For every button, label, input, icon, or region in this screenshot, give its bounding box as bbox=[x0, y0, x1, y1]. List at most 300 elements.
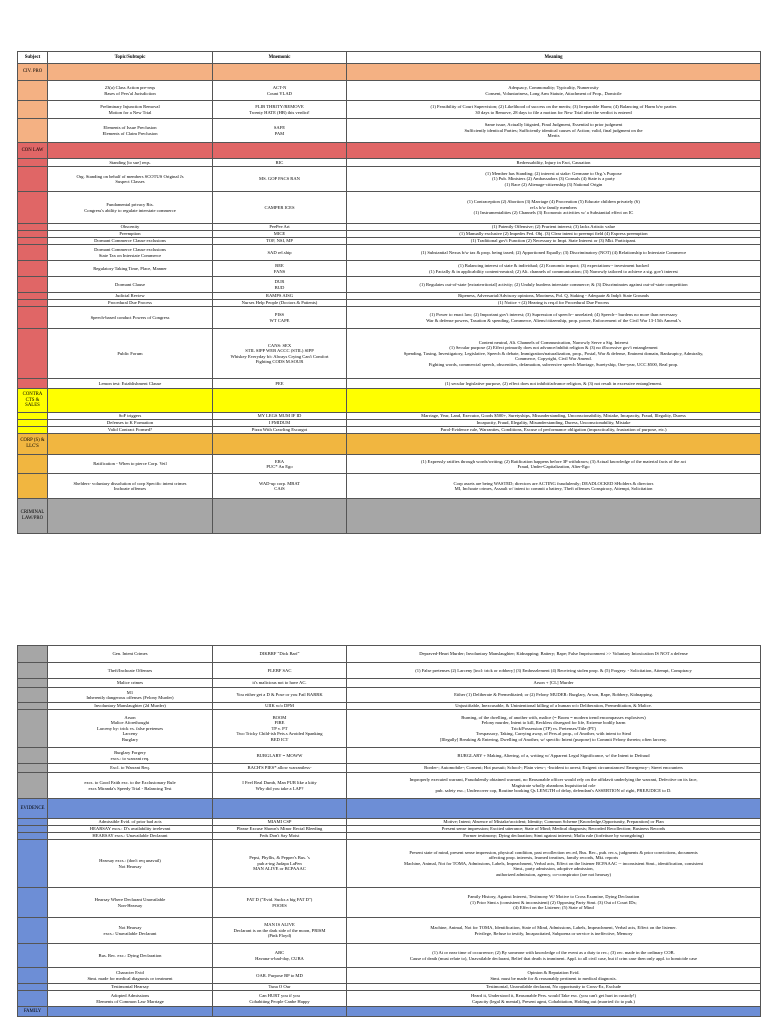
meaning-cell bbox=[347, 261, 761, 277]
topic-line: Arson bbox=[124, 714, 136, 720]
topic-line: Fundamental privacy Rts. bbox=[106, 202, 154, 208]
topic-line: Public Forum bbox=[117, 350, 143, 356]
subject-cell bbox=[18, 991, 48, 1007]
meaning-line: Trick/Possession (TP) vs. Pretenses/Title (PT) bbox=[511, 725, 596, 731]
meaning-cell bbox=[347, 81, 761, 101]
header-meaning: Meaning bbox=[347, 52, 761, 64]
meaning-line: [Illegally] Breaking & Entering, Dwelling of Another, w/ specific Intent (purpose) to Commit Felony therein; often larceny. bbox=[439, 736, 668, 742]
topic-line: excs. to Good Faith exc. to the Exclusionary Rule bbox=[84, 780, 176, 786]
mnemonic-line: BEE bbox=[275, 263, 284, 269]
table-row bbox=[18, 663, 761, 679]
subject-cell: CRIMINAL LAW/PRO bbox=[18, 499, 48, 534]
subject-cell bbox=[18, 379, 48, 389]
topic-cell bbox=[48, 329, 213, 379]
subject-cell: EVIDENCE bbox=[18, 799, 48, 819]
topic-cell bbox=[48, 413, 213, 420]
topic-line: Excl. to Warrant Req. bbox=[110, 765, 150, 771]
meaning-line: Felony murder, Intent to kill, Reckless disregard for life, Extreme bodily harm bbox=[481, 720, 626, 726]
meaning-line: Unjustifiable, Inexcusable, & Unintentional killing of a human w/o Deliberation, Premeditation, & Malice. bbox=[455, 703, 652, 709]
meaning-cell bbox=[347, 688, 761, 703]
meaning-cell bbox=[347, 293, 761, 300]
meaning-cell bbox=[347, 427, 761, 434]
topic-cell bbox=[48, 688, 213, 703]
mnemonic-cell bbox=[213, 413, 347, 420]
mnemonic-cell bbox=[213, 944, 347, 968]
topic-line: Non-Hearsay bbox=[117, 902, 143, 908]
topic-cell bbox=[48, 833, 213, 840]
subject-group-row bbox=[18, 499, 761, 534]
subject-group-row bbox=[18, 143, 761, 159]
mnemonic-line: MY LEGS MUM IF ID bbox=[257, 413, 302, 419]
mnemonic-line: (Pink Floyd) bbox=[267, 933, 292, 939]
mnemonic-line: SAFE bbox=[273, 125, 286, 131]
meaning-line: Adequacy, Commonality; Typicality, Numerosity bbox=[508, 85, 599, 91]
meaning-line: (1) Balancing interest of state & individual; (2) Economic impact; (3) expectations-- investment backed bbox=[458, 263, 649, 269]
meaning-line: BURGLARY + Making, Altering, of a, writing w/ Apparent Legal Significance, w/ the Intent to Defraud bbox=[457, 752, 650, 758]
meaning-cell bbox=[347, 238, 761, 245]
subject-cell bbox=[18, 888, 48, 918]
meaning-line: (1) Patently Offensive; (2) Prurient interest; (3) lacks Artistic value bbox=[491, 224, 616, 230]
meaning-cell bbox=[347, 101, 761, 119]
topic-line: Defenses to K Formation bbox=[106, 420, 154, 426]
meaning-line: Parol-Evidence rule, Warranties, Conditions, Excuse of performance obligation (impracticality, frustration of purpose, etc.) bbox=[440, 427, 667, 433]
topic-cell bbox=[48, 101, 213, 119]
meaning-cell bbox=[347, 143, 761, 159]
meaning-cell bbox=[347, 245, 761, 261]
topic-cell bbox=[48, 474, 213, 499]
topic-line: 23(a) Class Action pre-reqs bbox=[104, 85, 156, 91]
meaning-cell bbox=[347, 968, 761, 984]
topic-cell bbox=[48, 773, 213, 799]
meaning-cell bbox=[347, 918, 761, 944]
topic-line: excs.: to warrant req. bbox=[110, 755, 150, 761]
topic-cell bbox=[48, 984, 213, 991]
mnemonic-line: TP v. PT bbox=[271, 725, 288, 731]
mnemonic-cell bbox=[213, 192, 347, 224]
subject-group-row bbox=[18, 64, 761, 81]
meaning-cell bbox=[347, 991, 761, 1007]
topic-cell bbox=[48, 499, 213, 534]
mnemonic-cell bbox=[213, 119, 347, 143]
meaning-line: Family History, Against Interest, Testimony W/ Motive to Cross Examine, Dying Declaration bbox=[467, 894, 640, 900]
meaning-line: Depraved-Heart Murder; Involuntary Manslaughter; Kidnapping; Battery; Rape; False Imprisonment >> Voluntary Intoxication IS NOT a defense bbox=[419, 651, 688, 657]
table-row bbox=[18, 293, 761, 300]
header-topic: Topic/Subtopic bbox=[48, 52, 213, 64]
topic-line: Elements of Issue Preclusion bbox=[103, 125, 157, 131]
meaning-cell bbox=[347, 167, 761, 192]
meaning-line: (1) False pretenses (2) Larceny [incl: trick or robbery] (3) Embezzlement (4) Receiving stolen prop. & (5) Forgery. - Solicitation, Attempt, Conspiracy bbox=[415, 667, 692, 673]
table-row bbox=[18, 833, 761, 840]
meaning-cell bbox=[347, 307, 761, 329]
subject-cell bbox=[18, 474, 48, 499]
mnemonic-cell bbox=[213, 840, 347, 888]
mnemonic-line: PeePee Art bbox=[269, 224, 290, 230]
mnemonic-cell bbox=[213, 764, 347, 773]
topic-line: HEARSAY excs.: Unavailable Declarant bbox=[92, 833, 168, 839]
subject-cell: CON LAW bbox=[18, 143, 48, 159]
topic-line: Obscenity bbox=[120, 224, 140, 230]
topic-line: Dormant Commerce Clause exclusions bbox=[94, 247, 166, 253]
topic-line: Bases of Pers'al Jurisdiction bbox=[104, 90, 156, 96]
subject-cell bbox=[18, 427, 48, 434]
mnemonic-cell bbox=[213, 646, 347, 663]
topic-line: Larceny by: trick vs. false pretenses bbox=[96, 725, 164, 731]
meaning-cell bbox=[347, 231, 761, 238]
mnemonic-cell bbox=[213, 101, 347, 119]
mnemonic-cell bbox=[213, 991, 347, 1007]
mnemonic-cell bbox=[213, 474, 347, 499]
table-row bbox=[18, 984, 761, 991]
topic-cell bbox=[48, 663, 213, 679]
table-row bbox=[18, 474, 761, 499]
topic-cell bbox=[48, 307, 213, 329]
table-body-page-2 bbox=[18, 646, 761, 1017]
meaning-line: Merits bbox=[547, 133, 560, 139]
topic-line: Judicial Review bbox=[115, 293, 145, 299]
meaning-line: Former testimony; Dying declaration; Stmt against interest; Mafia rule (forfeiture by wrongdoing) bbox=[463, 833, 644, 839]
mnemonic-line: CAfS bbox=[274, 486, 285, 491]
mnemonic-cell bbox=[213, 238, 347, 245]
table-row bbox=[18, 101, 761, 119]
meaning-line: Burning, of the dwelling, of another with, malice (= Boom = modern trend encompasses explosives) bbox=[461, 714, 646, 720]
mnemonic-cell bbox=[213, 1007, 347, 1017]
table-row bbox=[18, 991, 761, 1007]
mnemonic-line: FLIB THRITY/REMOVE bbox=[255, 104, 304, 110]
meaning-cell bbox=[347, 703, 761, 710]
topic-line: Not Hearsay bbox=[118, 863, 142, 869]
mnemonic-line: ERA bbox=[274, 458, 285, 464]
meaning-line: Trespassory, Taking, Carrying away, of Pers.al prop., of Another, with intent to Steal bbox=[475, 731, 632, 737]
mnemonic-line: SAD rel.ship bbox=[267, 249, 292, 255]
mnemonic-cell bbox=[213, 984, 347, 991]
topic-cell bbox=[48, 991, 213, 1007]
mnemonic-cell bbox=[213, 918, 347, 944]
table-body-page-1 bbox=[18, 64, 761, 534]
table-row bbox=[18, 826, 761, 833]
mnemonic-cell bbox=[213, 81, 347, 101]
subject-cell bbox=[18, 231, 48, 238]
subject-cell bbox=[18, 944, 48, 968]
meaning-cell bbox=[347, 159, 761, 167]
subject-cell bbox=[18, 293, 48, 300]
subject-cell: CORP (S) & LLC'S bbox=[18, 434, 48, 455]
table-row bbox=[18, 277, 761, 293]
mnemonic-line: DUR bbox=[274, 279, 285, 285]
mnemonic-line: BED ICT bbox=[270, 736, 289, 742]
mnemonic-cell bbox=[213, 329, 347, 379]
meaning-line: Same issue, Actually litigated, Final Judgment, Essential to prior judgment bbox=[484, 122, 623, 128]
subject-cell bbox=[18, 101, 48, 119]
meaning-cell bbox=[347, 710, 761, 748]
mnemonic-cell bbox=[213, 968, 347, 984]
mnemonic-cell bbox=[213, 826, 347, 833]
mnemonic-cell bbox=[213, 833, 347, 840]
table-row bbox=[18, 307, 761, 329]
meaning-line: (1) Facially & in applicability content-neutral; (2) Alt. channels of communication; (3) Narrowly tailored to achieve a sig. gov't interest bbox=[429, 268, 678, 274]
mnemonic-line: Fighting CODS M.SOUR bbox=[255, 358, 304, 364]
meaning-line: (1) Race (2) Alienage-citizenship (3) National Origin bbox=[504, 181, 603, 187]
topic-cell bbox=[48, 434, 213, 455]
mnemonic-line: FLEBF SAC bbox=[267, 667, 292, 673]
mnemonic-line: Count YLAD bbox=[267, 90, 292, 96]
topic-line: Hearsay excs.: (don't req unavail) bbox=[99, 858, 161, 864]
subject-cell bbox=[18, 663, 48, 679]
meaning-cell bbox=[347, 277, 761, 293]
mnemonic-line: WAD-up corp. MBAT bbox=[259, 480, 300, 486]
meaning-line: Stmt. must be made for & reasonably pertinent to medical diagnosis. bbox=[490, 975, 617, 981]
meaning-line: (1) Instrumentalities (2) Channels (3) Economic activities w/ a Substantial effect on IC bbox=[473, 210, 634, 216]
topic-line: Theft/Inchoate Offenses bbox=[107, 667, 153, 673]
table-row bbox=[18, 300, 761, 307]
topic-cell bbox=[48, 238, 213, 245]
mnemonic-line: Whiskey Everyday b/c Always Crying Can't Comfort bbox=[230, 353, 329, 359]
mnemonic-line: RAMPS AISG bbox=[265, 293, 294, 299]
meaning-cell bbox=[347, 663, 761, 679]
topic-line: Adopted Admissions bbox=[110, 993, 150, 999]
topic-line: Burglary Forgery bbox=[114, 750, 146, 756]
mnemonic-line: BUD bbox=[274, 284, 285, 290]
topic-cell bbox=[48, 192, 213, 224]
topic-cell bbox=[48, 888, 213, 918]
mnemonic-cell bbox=[213, 64, 347, 81]
meaning-cell bbox=[347, 455, 761, 474]
subject-cell bbox=[18, 646, 48, 663]
topic-line: Testimonial Hearsay bbox=[111, 984, 149, 990]
topic-line: Ratification - When to pierce Corp. Veil bbox=[93, 461, 167, 467]
mnemonic-cell bbox=[213, 455, 347, 474]
mnemonic-line: CANS: SEX bbox=[267, 342, 292, 348]
subject-cell bbox=[18, 833, 48, 840]
topic-line: Malice crimes bbox=[116, 680, 144, 686]
mnemonic-cell bbox=[213, 224, 347, 231]
meaning-line: Redressability, Injury in Fact, Causation bbox=[516, 159, 591, 165]
topic-line: Standing [to sue] reqs. bbox=[109, 159, 151, 165]
topic-line: Motion for a New Trial bbox=[108, 109, 152, 115]
mnemonic-line: ACT-N bbox=[272, 85, 287, 91]
topic-line: Shelders- voluntary dissolution of corp Specific intent crimes bbox=[73, 480, 187, 486]
meaning-cell bbox=[347, 679, 761, 688]
mnemonic-table-page-2 bbox=[17, 645, 761, 1017]
subject-cell bbox=[18, 710, 48, 748]
mnemonic-line: BURGLARY = MOWW bbox=[256, 752, 303, 758]
mnemonic-cell bbox=[213, 434, 347, 455]
topic-cell bbox=[48, 64, 213, 81]
mnemonic-line: Cohabiting People Canbe Happy bbox=[249, 998, 310, 1004]
meaning-line: (1) Traditional gov't Function (2) Necessary to Impt. State Interest or (3) Mkt. Participant. bbox=[470, 238, 637, 244]
table-row bbox=[18, 224, 761, 231]
topic-line: M1 bbox=[126, 689, 134, 695]
table-row bbox=[18, 231, 761, 238]
meaning-line: (1) Notice + (2) Hearing is req.d for Procedural Due Process bbox=[497, 300, 610, 306]
topic-cell bbox=[48, 293, 213, 300]
topic-line: Gen. Intent Crimes bbox=[112, 651, 148, 657]
meaning-line: (1) At or near time of occurrence; (2) By someone with knowledge of the event as a duty to rec.; (3) rec. made in the ordinary COB. bbox=[432, 950, 675, 956]
meaning-line: Present sense impression; Excited utterance; State of Mind; Medical diagnosis; Recorded Recollection; Business Records bbox=[441, 826, 666, 832]
topic-cell bbox=[48, 277, 213, 293]
meaning-line: Capacity (legal & mental), Present agmt, Cohabitation, Holding out (married t/o to pub.) bbox=[472, 998, 635, 1004]
table-row bbox=[18, 159, 761, 167]
subject-cell: CIV. PRO bbox=[18, 64, 48, 81]
topic-cell bbox=[48, 799, 213, 819]
topic-line: State Tax on Interstate Commerce bbox=[98, 252, 162, 258]
topic-cell bbox=[48, 261, 213, 277]
meaning-line: Spending, Taxing, Investigatory, Legislative, Speech & debate, Immigration/naturalization, prop., Postal, War & defense, Eminent domain, Bankruptcy, Admiralty, bbox=[403, 350, 704, 356]
mnemonic-line: FIRE bbox=[274, 720, 285, 726]
meaning-line: Fraud, Under-Capitalization, Alter-Ego bbox=[517, 464, 590, 469]
topic-line: HEARSAY excs.: D's availability irrelevant bbox=[89, 826, 171, 832]
topic-line: Preliminary Injunction Removal bbox=[100, 104, 160, 110]
table-row bbox=[18, 710, 761, 748]
meaning-line: (1) Member has Standing; (2) interest at stake: Germane to Org.'s Purpose bbox=[485, 170, 622, 176]
table-row bbox=[18, 773, 761, 799]
meaning-line: rel.s b/w family members bbox=[530, 204, 577, 210]
mnemonic-line: Pizza With Crawling Escargot bbox=[251, 427, 308, 433]
topic-line: excs.: Unavailable Declarant bbox=[103, 930, 157, 936]
meaning-line: (1) Prior Stmt.s (consistent & inconsistent) (2) Opposing Party Stmt. (3) Out of Court IDs; bbox=[470, 899, 637, 905]
subject-cell bbox=[18, 688, 48, 703]
subject-cell bbox=[18, 413, 48, 420]
mnemonic-cell bbox=[213, 245, 347, 261]
subject-cell bbox=[18, 224, 48, 231]
meaning-cell bbox=[347, 840, 761, 888]
mnemonic-cell bbox=[213, 703, 347, 710]
topic-cell bbox=[48, 245, 213, 261]
meaning-line: (1) Substantial Nexus b/w tax & prop. being taxed; (2) Apportioned Equally; (3) Discriminatory (NOT) (4) Relationship to Interstate Commerce bbox=[420, 249, 687, 255]
mnemonic-line: MS. GOP PACS RAN bbox=[258, 176, 301, 182]
mnemonic-line: BOOM bbox=[272, 714, 287, 720]
table-row bbox=[18, 379, 761, 389]
meaning-line: Improperly executed warrant, Fraudulently obtained warrant, no Reasonable officer would rely on the affidavit underlying the warrant, Defective on its face, bbox=[409, 777, 698, 783]
mnemonic-cell bbox=[213, 143, 347, 159]
mnemonic-cell bbox=[213, 819, 347, 826]
table-row bbox=[18, 81, 761, 101]
topic-cell bbox=[48, 826, 213, 833]
mnemonic-line: PEE bbox=[275, 380, 284, 386]
meaning-cell bbox=[347, 773, 761, 799]
mnemonic-cell bbox=[213, 420, 347, 427]
topic-line: Hearsay Where Declarant Unavailable bbox=[94, 897, 166, 903]
mnemonic-cell bbox=[213, 293, 347, 300]
mnemonic-line: MAN IS ALIVE bbox=[264, 922, 295, 928]
topic-cell bbox=[48, 300, 213, 307]
meaning-line: (4) Effect on the Listener; (5) State of Mind bbox=[513, 905, 594, 911]
topic-cell bbox=[48, 710, 213, 748]
topic-line: Procedural Due Process bbox=[108, 300, 152, 306]
meaning-cell bbox=[347, 329, 761, 379]
subject-cell bbox=[18, 826, 48, 833]
meaning-line: Magistrate wholly abandons Inquisitorial role bbox=[511, 782, 596, 788]
subject-cell bbox=[18, 840, 48, 888]
topic-cell bbox=[48, 159, 213, 167]
mnemonic-line: Why did you take a LAP? bbox=[255, 785, 304, 791]
mnemonic-line: FAT D ("Evid. Sucks a big FAT D") bbox=[246, 897, 313, 903]
mnemonic-line: CAMPER ICES bbox=[264, 204, 295, 210]
mnemonic-line: Nurses Help People (Doctors & Patients) bbox=[241, 300, 318, 306]
mnemonic-line: Havana-a-bad-day, CUBA bbox=[255, 955, 304, 961]
meaning-line: (1) Contraception (2) Abortion (3) Marriage (4) Procreation (5) Educate children privately (6) bbox=[467, 199, 640, 205]
topic-cell bbox=[48, 167, 213, 192]
mnemonic-cell bbox=[213, 277, 347, 293]
mnemonic-cell bbox=[213, 307, 347, 329]
meaning-cell bbox=[347, 420, 761, 427]
subject-cell bbox=[18, 81, 48, 101]
table-row bbox=[18, 245, 761, 261]
topic-line: Suspect Classes bbox=[115, 179, 145, 184]
mnemonic-line: Pepsi, Phyllis, & Pepper's Bus. 's bbox=[249, 855, 310, 861]
topic-cell bbox=[48, 455, 213, 474]
topic-line: Inchoate offenses bbox=[113, 486, 147, 491]
mnemonic-cell bbox=[213, 427, 347, 434]
meaning-cell bbox=[347, 799, 761, 819]
topic-cell bbox=[48, 646, 213, 663]
mnemonic-cell bbox=[213, 499, 347, 534]
topic-cell bbox=[48, 1007, 213, 1017]
mnemonic-line: MIAMI CSP bbox=[267, 819, 292, 825]
meaning-cell bbox=[347, 224, 761, 231]
meaning-cell bbox=[347, 379, 761, 389]
subject-cell: FAMILY bbox=[18, 1007, 48, 1017]
subject-cell bbox=[18, 307, 48, 329]
topic-cell bbox=[48, 81, 213, 101]
meaning-line: (1) Power to enact law; (2) Important gov't interest; (3) Supression of speech-- unrelated; (4) Speech-- burdens no more than necessary bbox=[429, 312, 678, 318]
mnemonic-cell bbox=[213, 379, 347, 389]
subject-cell bbox=[18, 420, 48, 427]
meaning-cell bbox=[347, 192, 761, 224]
topic-line: Org. Standing on behalf of members SCOTUS Original Js bbox=[76, 173, 184, 179]
table-row bbox=[18, 646, 761, 663]
meaning-line: Arson + [CL] Murder bbox=[533, 680, 574, 686]
mnemonic-line: Declarant is on the dark side of the moon, PRISM bbox=[233, 927, 326, 933]
subject-cell: CONTRA CTS & SALES bbox=[18, 389, 48, 413]
topic-line: SoF triggers bbox=[118, 413, 142, 419]
topic-line: Larceny bbox=[122, 731, 138, 737]
topic-line: Valid Contract Formed? bbox=[107, 427, 153, 433]
meaning-cell bbox=[347, 888, 761, 918]
meaning-cell bbox=[347, 748, 761, 764]
topic-cell bbox=[48, 840, 213, 888]
mnemonic-line: DIKBRF "Dick Barf" bbox=[259, 651, 300, 657]
mnemonic-line: Twenty HATE (HB) this verdict! bbox=[249, 109, 310, 115]
mnemonic-line: POOES bbox=[272, 902, 287, 908]
table-row bbox=[18, 703, 761, 710]
meaning-line: Ripeness, Adversarial/Advisory opinions, Mootness, Pol. Q, Staking - Adequate & Indp't State Grounds bbox=[458, 293, 649, 299]
subject-cell bbox=[18, 159, 48, 167]
meaning-cell bbox=[347, 64, 761, 81]
subject-cell bbox=[18, 277, 48, 293]
topic-cell bbox=[48, 944, 213, 968]
meaning-line: Present state of mind, present sense impression, physical condition, past recollection rec.ed, Bus. Rec., pub. rec.s, judgments & prior convictions, documents bbox=[409, 849, 698, 855]
mnemonic-cell bbox=[213, 261, 347, 277]
topic-cell bbox=[48, 231, 213, 238]
mnemonic-line: PAM bbox=[274, 130, 285, 136]
subject-cell bbox=[18, 167, 48, 192]
topic-line: Regulatory Taking Time, Place, Manner bbox=[93, 265, 167, 271]
topic-line: Congress's ability to regulate interstate commerce bbox=[84, 207, 176, 213]
meaning-line: Consent, Voluntariness, Long Arm Statute, Attachment of Prop., Domicile bbox=[485, 90, 622, 96]
meaning-line: Motive; Intent; Absence of Mistake/accident; Identity; Common Scheme [Knowledge,Opportunity, Preparation] or Plan bbox=[443, 819, 664, 825]
table-row bbox=[18, 968, 761, 984]
meaning-line: Commerce, Copyright, Civil War Amend. bbox=[515, 356, 592, 362]
mnemonic-line: MAN ALIVE or BCPAAAC bbox=[253, 866, 306, 872]
meaning-line: Border-; Automobile-; Consent; Hot pursuit; School-; Plain view-; -Incident to arrest; Exigent circumstances/ Emergency-; Street encounters bbox=[424, 765, 683, 771]
meaning-cell bbox=[347, 474, 761, 499]
meaning-line: (1) Secular purpose (2) Effect primarily does not advance/inhibit religion & (3) no tExcessive gov't entanglement bbox=[449, 345, 658, 351]
mnemonic-cell bbox=[213, 300, 347, 307]
subject-cell bbox=[18, 119, 48, 143]
mnemonic-line: I Feel Real Dumb, Man PUR like a kitty bbox=[242, 780, 317, 786]
mnemonic-line: Two Tricky Child-ish Pets.s Avoided Spanking bbox=[236, 731, 323, 737]
meaning-line: Fighting words, commercial speech, obscenities, defamation, subversive speech Marriage, Suretyship, One-year, UCC $500, Real prop. bbox=[428, 361, 679, 367]
